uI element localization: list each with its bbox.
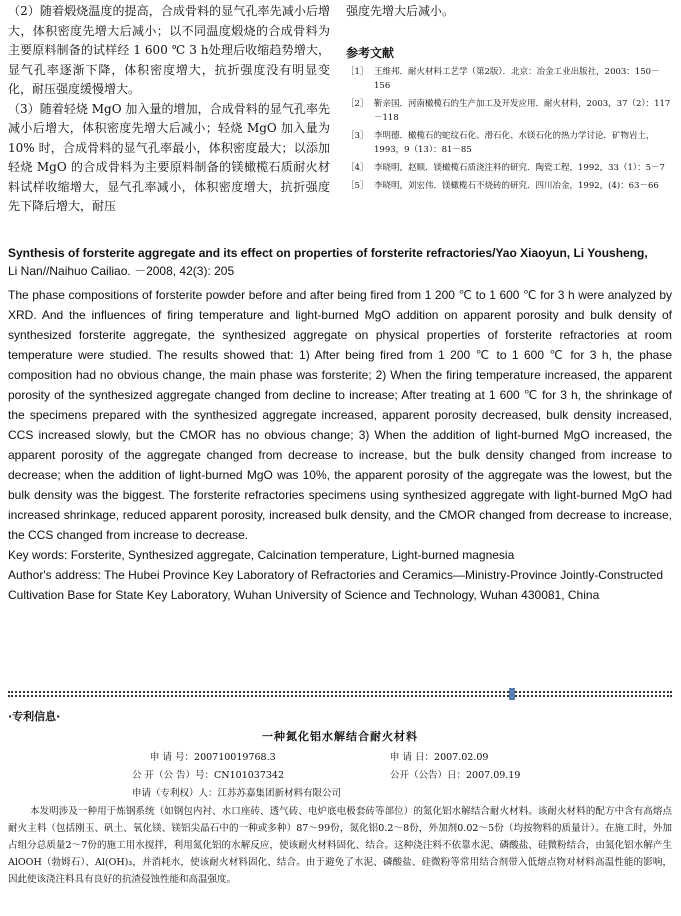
reference-item: [346, 179, 673, 193]
section-divider: [8, 691, 672, 697]
left-column: [8, 2, 330, 217]
reference-item: [346, 129, 673, 157]
references-heading: 参考文献: [346, 45, 395, 60]
reference-number: ［2］: [346, 98, 369, 109]
publication-number: 公 开（公 告）号：CN101037342: [132, 770, 285, 781]
patent-abstract: 本发明涉及一种用于炼钢系统（如钢包内衬、水口座砖、透气砖、电炉底电极套砖等部位）的氮化铝水解结合耐火材料。该耐火材料的配方中含有高熔点耐火主料（包括刚玉、矾土、氧化镁、镁铝尖晶石中的一种或多种）87～99份，氮化铝0.2～8份，外加剂0.02～5份（均按物料的质量计）。在施工时，外加占组分总质量2～7份的施工用水搅拌，利用氮化铝的水解反应，使该耐火材料固化、结合。这种浇注料不依靠水泥、磷酸盐、硅微粉结合，由氮化铝水解产生 AlOOH（勃姆石）、Al(OH)₃，并消耗水，使该耐火材料固化、结合。由于避免了水泥、磷酸盐、硅微粉等常用结合剂带入低熔点物对材料高温性能的影响，因此使该浇注料具有良好的抗渣侵蚀性能和高温强度。: [8, 806, 672, 885]
conclusion-2: （2）随着煅烧温度的提高，合成骨料的显气孔率先减小后增大，体积密度先增大后减小；以不同温度煅烧的合成骨料为主要原料制备的试样经 1 600 ℃ 3 h处理后收缩趋势增大，显气孔率逐渐下降，体积密度增大，抗折强度没有明显变化，耐压强度缓慢增大。: [8, 4, 330, 96]
applicant: 申请（专利权）人：江苏苏嘉集团新材料有限公司: [132, 788, 342, 799]
reference-list: [346, 65, 673, 193]
reference-text: 靳亲国．河南橄榄石的生产加工及开发应用．耐火材料，2003，37（2）：117－118: [374, 98, 671, 123]
chinese-section: [0, 0, 681, 240]
reference-text: 李晓明，刘宏伟．镁橄榄石不烧砖的研究．四川冶金，1992，(4)：63－66: [374, 180, 659, 191]
reference-item: [346, 97, 673, 125]
english-abstract: [8, 244, 672, 605]
reference-text: 李晓明，赵顺．镁橄榄石质浇注料的研究．陶瓷工程，1992，33（1）：5－7: [374, 162, 665, 173]
reference-number: ［4］: [346, 162, 369, 173]
keywords: Key words: Forsterite, Synthesized aggregate, Calcination temperature, Light-burned magnesia: [8, 548, 515, 562]
english-abstract-body: The phase compositions of forsterite powder before and after being fired from 1 200 ℃ to 1 600 ℃ for 3 h were analyzed by XRD. And the influences of firing temperature and light-burned MgO addition on apparent porosity and bulk density of synthesized forsterite aggregate, the synthesized aggregate on physical properties of forsterite refractories at room temperature were studied. The results showed that: 1) After being fired from 1 200 ℃ to 1 600 ℃ for 3 h, the phase composition had no obvious change, the main phase was forsterite; 2) When the firing temperature increased, the apparent porosity of the synthesized aggregate changed from decline to increase; After treating at 1 600 ℃ for 3 h, the shrinkage of the specimens prepared with the synthesized aggregate increased, apparent porosity decreased, bulk density increased, CCS increased slowly, but the CMOR has no obvious change; 3) When the addition of light-burned MgO increased, the apparent porosity of the aggregate changed from decrease to increase, but the bulk density changed from increase to decrease; when the addition of light-burned MgO was 10%, the apparent porosity of the aggregate was the lowest, but the bulk density was the biggest. The forsterite refractories specimens using synthesized aggregate with light-burned MgO had increased shrinkage, reduced apparent porosity, increased bulk density, and the CMOR changed from decrease to increase, the CCS changed from increase to decrease.: [8, 288, 672, 542]
english-title: Synthesis of forsterite aggregate and its effect on properties of forsterite refractories/Yao Xiaoyun, Li Yousheng,: [8, 246, 648, 260]
reference-number: ［5］: [346, 180, 369, 191]
divider-marker: [509, 688, 515, 700]
patent-section-title: ·专利信息·: [8, 710, 61, 723]
english-citation: Li Nan//Naihuo Cailiao. －2008, 42(3): 205: [8, 264, 235, 278]
patent-info: [8, 708, 672, 888]
conclusion-3: （3）随着轻烧 MgO 加入量的增加，合成骨料的显气孔率先减小后增大，体积密度先增大后减小；轻烧 MgO 加入量为 10% 时，合成骨料的显气孔率最小，体积密度最大；以添加轻烧 MgO 的合成骨料为主要原料制备的镁橄榄石质耐火材料试样收缩增大，显气孔率减小，体积密度增大，抗折强度先下降后增大，耐压: [8, 101, 330, 213]
reference-text: 王维邦．耐火材料工艺学（第2版）．北京：冶金工业出版社，2003：150－156: [374, 66, 660, 91]
reference-text: 李明德．橄榄石的蛇纹石化、滑石化、水镁石化的热力学讨论．矿物岩土，1993，9（13）：81－85: [374, 130, 655, 155]
conclusion-continuation: 强度先增大后减小。: [346, 4, 455, 18]
right-column: [346, 2, 673, 197]
patent-metadata: [8, 747, 672, 803]
author-address: Author's address: The Hubei Province Key Laboratory of Refractories and Ceramics—Ministry-Province Jointly-Constructed Cultivation Base for State Key Laboratory, Wuhan University of Science and Technology, Wuhan 430081, China: [8, 568, 664, 602]
patent-title: 一种氮化铝水解结合耐火材料: [262, 730, 418, 743]
reference-item: [346, 161, 673, 175]
reference-number: ［3］: [346, 130, 369, 141]
application-date: 申 请 日：2007.02.09: [390, 752, 489, 763]
publication-date: 公开（公告）日：2007.09.19: [390, 770, 521, 781]
application-number: 申 请 号：200710019768.3: [150, 752, 276, 763]
reference-item: [346, 65, 673, 93]
reference-number: ［1］: [346, 66, 369, 77]
